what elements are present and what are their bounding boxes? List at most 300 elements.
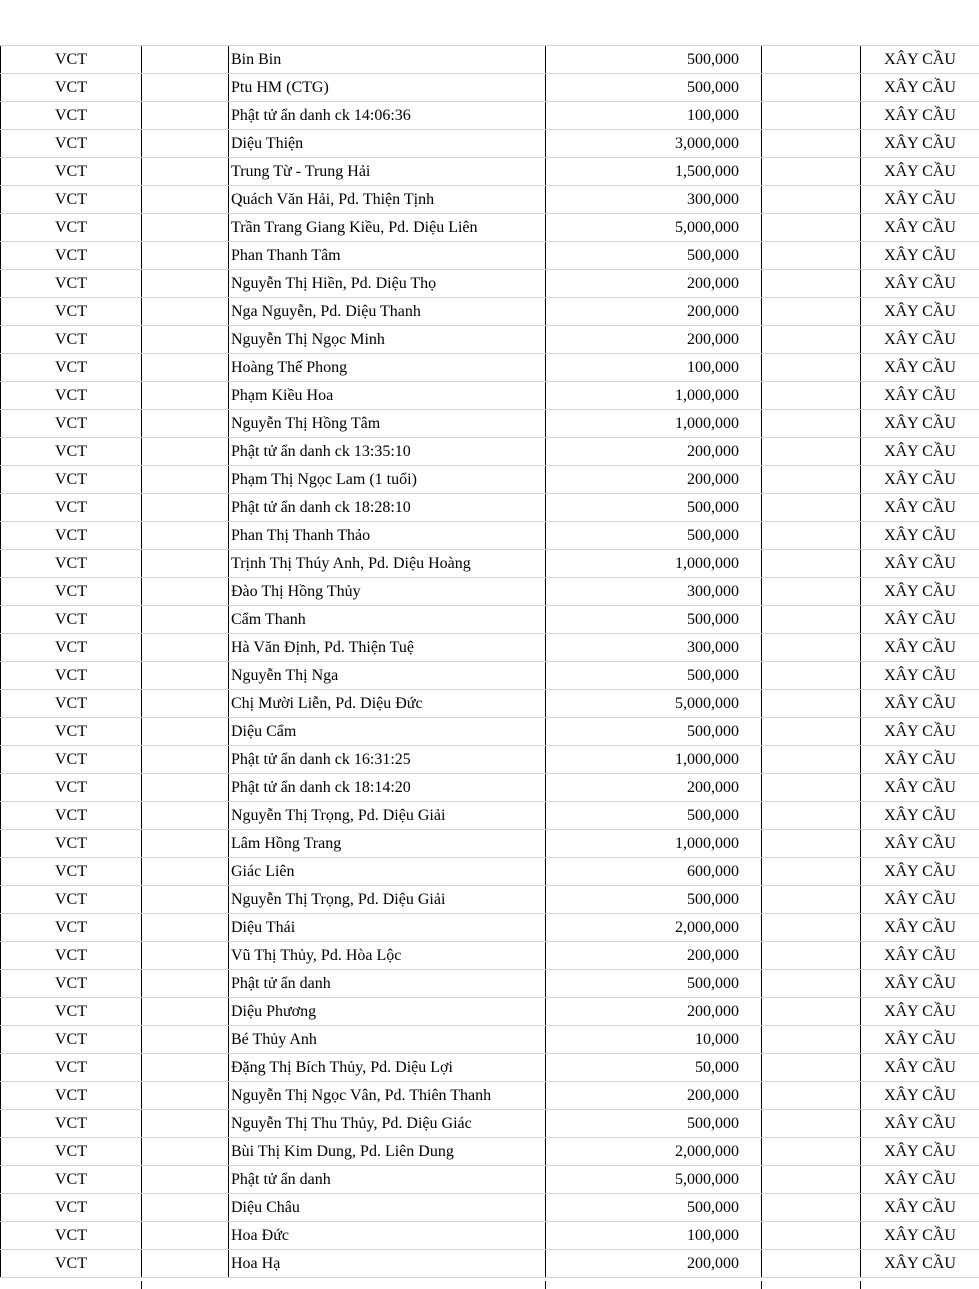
table-row[interactable] (1, 270, 979, 298)
donor-name-cell[interactable]: Phật tử ẩn danh ck 14:06:36 (229, 102, 546, 130)
purpose-cell[interactable]: XÂY CẦU (861, 410, 979, 438)
amount-cell[interactable]: 500,000 (546, 970, 762, 998)
code-cell[interactable]: VCT (1, 1082, 142, 1110)
donor-name-cell[interactable]: Nguyễn Thị Ngọc Minh (229, 326, 546, 354)
table-row[interactable] (1, 410, 979, 438)
code-cell[interactable]: VCT (1, 746, 142, 774)
blank-cell[interactable] (142, 550, 229, 578)
note-cell[interactable] (762, 158, 861, 186)
code-cell[interactable]: VCT (1, 1026, 142, 1054)
code-cell[interactable]: VCT (1, 270, 142, 298)
table-row[interactable] (1, 1082, 979, 1110)
table-row[interactable] (1, 802, 979, 830)
code-cell[interactable]: VCT (1, 466, 142, 494)
donor-name-cell[interactable]: Bin Bin (229, 46, 546, 74)
code-cell[interactable]: VCT (1, 522, 142, 550)
blank-cell[interactable] (142, 186, 229, 214)
blank-cell[interactable] (142, 802, 229, 830)
purpose-cell[interactable]: XÂY CẦU (861, 550, 979, 578)
blank-cell[interactable] (142, 214, 229, 242)
blank-cell[interactable] (142, 690, 229, 718)
table-row[interactable] (1, 354, 979, 382)
note-cell[interactable] (762, 1138, 861, 1166)
donor-name-cell[interactable]: Ptu HM (CTG) (229, 74, 546, 102)
table-row[interactable] (1, 438, 979, 466)
note-cell[interactable] (762, 634, 861, 662)
blank-cell[interactable] (142, 774, 229, 802)
purpose-cell[interactable]: XÂY CẦU (861, 998, 979, 1026)
note-cell[interactable] (762, 1250, 861, 1278)
amount-cell[interactable]: 100,000 (546, 354, 762, 382)
code-cell[interactable]: VCT (1, 1250, 142, 1278)
note-cell[interactable] (762, 1222, 861, 1250)
code-cell[interactable]: VCT (1, 942, 142, 970)
note-cell[interactable] (762, 74, 861, 102)
amount-cell[interactable]: 5,000,000 (546, 690, 762, 718)
note-cell[interactable] (762, 270, 861, 298)
note-cell[interactable] (762, 410, 861, 438)
note-cell[interactable] (762, 326, 861, 354)
donor-name-cell[interactable]: Phật tử ẩn danh ck 16:31:25 (229, 746, 546, 774)
note-cell[interactable] (762, 578, 861, 606)
blank-cell[interactable] (142, 158, 229, 186)
blank-cell[interactable] (142, 382, 229, 410)
blank-cell[interactable] (142, 998, 229, 1026)
amount-cell[interactable]: 2,000,000 (546, 914, 762, 942)
blank-cell[interactable] (142, 270, 229, 298)
blank-cell[interactable] (142, 970, 229, 998)
purpose-cell[interactable]: XÂY CẦU (861, 214, 979, 242)
purpose-cell[interactable]: XÂY CẦU (861, 46, 979, 74)
note-cell[interactable] (762, 438, 861, 466)
table-row[interactable] (1, 858, 979, 886)
note-cell[interactable] (762, 46, 861, 74)
amount-cell[interactable]: 2,000,000 (546, 1138, 762, 1166)
purpose-cell[interactable]: XÂY CẦU (861, 914, 979, 942)
donor-name-cell[interactable]: Trung Từ - Trung Hải (229, 158, 546, 186)
amount-cell[interactable]: 100,000 (546, 1222, 762, 1250)
donor-name-cell[interactable]: Nguyễn Thị Hồng Tâm (229, 410, 546, 438)
donor-name-cell[interactable]: Nguyễn Thị Nga (229, 662, 546, 690)
table-row[interactable] (1, 830, 979, 858)
donor-name-cell[interactable]: Nga Nguyễn, Pd. Diệu Thanh (229, 298, 546, 326)
purpose-cell[interactable]: XÂY CẦU (861, 1194, 979, 1222)
donor-name-cell[interactable]: Diệu Châu (229, 1194, 546, 1222)
purpose-cell[interactable]: XÂY CẦU (861, 186, 979, 214)
donor-name-cell[interactable]: Diệu Cẩm (229, 718, 546, 746)
note-cell[interactable] (762, 130, 861, 158)
purpose-cell[interactable]: XÂY CẦU (861, 774, 979, 802)
donor-name-cell[interactable]: Trần Trang Giang Kiều, Pd. Diệu Liên (229, 214, 546, 242)
donor-name-cell[interactable]: Hoàng Thế Phong (229, 354, 546, 382)
table-row[interactable] (1, 690, 979, 718)
note-cell[interactable] (762, 662, 861, 690)
table-row[interactable] (1, 1026, 979, 1054)
note-cell[interactable] (762, 858, 861, 886)
note-cell[interactable] (762, 102, 861, 130)
purpose-cell[interactable]: XÂY CẦU (861, 354, 979, 382)
purpose-cell[interactable]: XÂY CẦU (861, 662, 979, 690)
donor-name-cell[interactable]: Phật tử ẩn danh ck 18:14:20 (229, 774, 546, 802)
amount-cell[interactable]: 50,000 (546, 1054, 762, 1082)
blank-cell[interactable] (142, 830, 229, 858)
purpose-cell[interactable]: XÂY CẦU (861, 1026, 979, 1054)
amount-cell[interactable]: 500,000 (546, 1194, 762, 1222)
blank-cell[interactable] (142, 438, 229, 466)
donor-name-cell[interactable]: Hoa Đức (229, 1222, 546, 1250)
donor-name-cell[interactable]: Diệu Thái (229, 914, 546, 942)
code-cell[interactable]: VCT (1, 46, 142, 74)
blank-cell[interactable] (142, 634, 229, 662)
purpose-cell[interactable]: XÂY CẦU (861, 634, 979, 662)
code-cell[interactable]: VCT (1, 1194, 142, 1222)
purpose-cell[interactable]: XÂY CẦU (861, 858, 979, 886)
code-cell[interactable]: VCT (1, 1054, 142, 1082)
note-cell[interactable] (762, 494, 861, 522)
amount-cell[interactable]: 500,000 (546, 242, 762, 270)
purpose-cell[interactable]: XÂY CẦU (861, 382, 979, 410)
amount-cell[interactable]: 200,000 (546, 438, 762, 466)
note-cell[interactable] (762, 1082, 861, 1110)
purpose-cell[interactable]: XÂY CẦU (861, 74, 979, 102)
blank-cell[interactable] (142, 102, 229, 130)
amount-cell[interactable]: 500,000 (546, 494, 762, 522)
purpose-cell[interactable]: XÂY CẦU (861, 242, 979, 270)
note-cell[interactable] (762, 354, 861, 382)
donor-name-cell[interactable]: Phật tử ẩn danh ck 13:35:10 (229, 438, 546, 466)
code-cell[interactable]: VCT (1, 578, 142, 606)
table-row[interactable] (1, 1250, 979, 1278)
table-row[interactable] (1, 214, 979, 242)
blank-cell[interactable] (142, 886, 229, 914)
donor-name-cell[interactable]: Phật tử ẩn danh (229, 970, 546, 998)
purpose-cell[interactable]: XÂY CẦU (861, 522, 979, 550)
table-row[interactable] (1, 578, 979, 606)
purpose-cell[interactable]: XÂY CẦU (861, 802, 979, 830)
code-cell[interactable]: VCT (1, 382, 142, 410)
code-cell[interactable]: VCT (1, 326, 142, 354)
table-row[interactable] (1, 914, 979, 942)
table-row[interactable] (1, 1138, 979, 1166)
code-cell[interactable]: VCT (1, 410, 142, 438)
blank-cell[interactable] (142, 522, 229, 550)
blank-cell[interactable] (142, 466, 229, 494)
note-cell[interactable] (762, 970, 861, 998)
code-cell[interactable]: VCT (1, 102, 142, 130)
code-cell[interactable]: VCT (1, 130, 142, 158)
donor-name-cell[interactable]: Nguyễn Thị Ngọc Vân, Pd. Thiên Thanh (229, 1082, 546, 1110)
note-cell[interactable] (762, 550, 861, 578)
table-row[interactable] (1, 1054, 979, 1082)
donor-name-cell[interactable]: Nguyễn Thị Trọng, Pd. Diệu Giải (229, 886, 546, 914)
table-row[interactable] (1, 74, 979, 102)
code-cell[interactable]: VCT (1, 214, 142, 242)
table-row[interactable] (1, 942, 979, 970)
table-row[interactable] (1, 326, 979, 354)
table-row[interactable] (1, 102, 979, 130)
amount-cell[interactable]: 500,000 (546, 662, 762, 690)
purpose-cell[interactable]: XÂY CẦU (861, 326, 979, 354)
note-cell[interactable] (762, 802, 861, 830)
blank-cell[interactable] (142, 914, 229, 942)
table-row[interactable] (1, 186, 979, 214)
donor-name-cell[interactable]: Nguyễn Thị Trọng, Pd. Diệu Giải (229, 802, 546, 830)
code-cell[interactable]: VCT (1, 158, 142, 186)
code-cell[interactable]: VCT (1, 998, 142, 1026)
code-cell[interactable]: VCT (1, 718, 142, 746)
table-row[interactable] (1, 242, 979, 270)
table-row[interactable] (1, 970, 979, 998)
table-row[interactable] (1, 130, 979, 158)
purpose-cell[interactable]: XÂY CẦU (861, 718, 979, 746)
blank-cell[interactable] (142, 46, 229, 74)
table-row[interactable] (1, 494, 979, 522)
purpose-cell[interactable]: XÂY CẦU (861, 1110, 979, 1138)
table-row[interactable] (1, 718, 979, 746)
code-cell[interactable]: VCT (1, 858, 142, 886)
table-row[interactable] (1, 1194, 979, 1222)
note-cell[interactable] (762, 1110, 861, 1138)
donor-name-cell[interactable]: Quách Văn Hải, Pd. Thiện Tịnh (229, 186, 546, 214)
blank-cell[interactable] (142, 1194, 229, 1222)
note-cell[interactable] (762, 214, 861, 242)
amount-cell[interactable]: 500,000 (546, 886, 762, 914)
purpose-cell[interactable]: XÂY CẦU (861, 130, 979, 158)
note-cell[interactable] (762, 186, 861, 214)
amount-cell[interactable]: 600,000 (546, 858, 762, 886)
code-cell[interactable]: VCT (1, 634, 142, 662)
amount-cell[interactable]: 1,000,000 (546, 410, 762, 438)
note-cell[interactable] (762, 942, 861, 970)
amount-cell[interactable]: 1,500,000 (546, 158, 762, 186)
donor-name-cell[interactable]: Nguyễn Thị Hiền, Pd. Diệu Thọ (229, 270, 546, 298)
purpose-cell[interactable]: XÂY CẦU (861, 298, 979, 326)
code-cell[interactable]: VCT (1, 298, 142, 326)
purpose-cell[interactable]: XÂY CẦU (861, 578, 979, 606)
note-cell[interactable] (762, 298, 861, 326)
table-row[interactable] (1, 1166, 979, 1194)
donor-name-cell[interactable]: Diệu Thiện (229, 130, 546, 158)
donor-name-cell[interactable]: Chị Mười Liễn, Pd. Diệu Đức (229, 690, 546, 718)
amount-cell[interactable]: 1,000,000 (546, 550, 762, 578)
amount-cell[interactable]: 200,000 (546, 298, 762, 326)
blank-cell[interactable] (142, 942, 229, 970)
purpose-cell[interactable]: XÂY CẦU (861, 830, 979, 858)
code-cell[interactable]: VCT (1, 774, 142, 802)
blank-cell[interactable] (142, 606, 229, 634)
amount-cell[interactable]: 300,000 (546, 578, 762, 606)
blank-cell[interactable] (142, 1054, 229, 1082)
table-row[interactable] (1, 466, 979, 494)
code-cell[interactable]: VCT (1, 242, 142, 270)
donor-name-cell[interactable]: Hoa Hạ (229, 1250, 546, 1278)
code-cell[interactable]: VCT (1, 886, 142, 914)
note-cell[interactable] (762, 914, 861, 942)
blank-cell[interactable] (142, 298, 229, 326)
blank-cell[interactable] (142, 718, 229, 746)
table-row[interactable] (1, 46, 979, 74)
amount-cell[interactable]: 200,000 (546, 466, 762, 494)
table-row[interactable] (1, 606, 979, 634)
blank-cell[interactable] (142, 1026, 229, 1054)
amount-cell[interactable]: 500,000 (546, 802, 762, 830)
code-cell[interactable]: VCT (1, 438, 142, 466)
amount-cell[interactable]: 5,000,000 (546, 1166, 762, 1194)
blank-cell[interactable] (142, 746, 229, 774)
amount-cell[interactable]: 1,000,000 (546, 746, 762, 774)
purpose-cell[interactable]: XÂY CẦU (861, 494, 979, 522)
amount-cell[interactable]: 500,000 (546, 46, 762, 74)
donor-name-cell[interactable]: Phan Thanh Tâm (229, 242, 546, 270)
blank-cell[interactable] (142, 1222, 229, 1250)
code-cell[interactable]: VCT (1, 970, 142, 998)
code-cell[interactable]: VCT (1, 1166, 142, 1194)
table-row[interactable] (1, 746, 979, 774)
purpose-cell[interactable]: XÂY CẦU (861, 970, 979, 998)
amount-cell[interactable]: 200,000 (546, 326, 762, 354)
donor-name-cell[interactable]: Giác Liên (229, 858, 546, 886)
donor-name-cell[interactable]: Nguyễn Thị Thu Thủy, Pd. Diệu Giác (229, 1110, 546, 1138)
note-cell[interactable] (762, 690, 861, 718)
purpose-cell[interactable]: XÂY CẦU (861, 1054, 979, 1082)
blank-cell[interactable] (142, 326, 229, 354)
purpose-cell[interactable]: XÂY CẦU (861, 1166, 979, 1194)
amount-cell[interactable]: 200,000 (546, 1082, 762, 1110)
table-row[interactable] (1, 550, 979, 578)
blank-cell[interactable] (142, 578, 229, 606)
blank-cell[interactable] (142, 1166, 229, 1194)
amount-cell[interactable]: 200,000 (546, 774, 762, 802)
amount-cell[interactable]: 500,000 (546, 606, 762, 634)
amount-cell[interactable]: 3,000,000 (546, 130, 762, 158)
table-row[interactable] (1, 1222, 979, 1250)
purpose-cell[interactable]: XÂY CẦU (861, 1082, 979, 1110)
table-row[interactable] (1, 662, 979, 690)
table-row[interactable] (1, 886, 979, 914)
note-cell[interactable] (762, 998, 861, 1026)
code-cell[interactable]: VCT (1, 74, 142, 102)
purpose-cell[interactable]: XÂY CẦU (861, 690, 979, 718)
blank-cell[interactable] (142, 494, 229, 522)
blank-cell[interactable] (142, 354, 229, 382)
note-cell[interactable] (762, 746, 861, 774)
amount-cell[interactable]: 200,000 (546, 942, 762, 970)
note-cell[interactable] (762, 1194, 861, 1222)
note-cell[interactable] (762, 606, 861, 634)
table-row[interactable] (1, 298, 979, 326)
blank-cell[interactable] (142, 1138, 229, 1166)
amount-cell[interactable]: 500,000 (546, 718, 762, 746)
note-cell[interactable] (762, 774, 861, 802)
table-row[interactable] (1, 382, 979, 410)
note-cell[interactable] (762, 830, 861, 858)
code-cell[interactable]: VCT (1, 354, 142, 382)
code-cell[interactable]: VCT (1, 1222, 142, 1250)
donor-name-cell[interactable]: Diệu Phương (229, 998, 546, 1026)
amount-cell[interactable]: 200,000 (546, 270, 762, 298)
blank-cell[interactable] (142, 1250, 229, 1278)
code-cell[interactable]: VCT (1, 550, 142, 578)
donor-name-cell[interactable]: Trịnh Thị Thúy Anh, Pd. Diệu Hoàng (229, 550, 546, 578)
table-row[interactable] (1, 522, 979, 550)
code-cell[interactable]: VCT (1, 606, 142, 634)
amount-cell[interactable]: 300,000 (546, 634, 762, 662)
purpose-cell[interactable]: XÂY CẦU (861, 438, 979, 466)
purpose-cell[interactable]: XÂY CẦU (861, 606, 979, 634)
purpose-cell[interactable]: XÂY CẦU (861, 886, 979, 914)
table-row[interactable] (1, 774, 979, 802)
donor-name-cell[interactable]: Hà Văn Định, Pd. Thiện Tuệ (229, 634, 546, 662)
amount-cell[interactable]: 100,000 (546, 102, 762, 130)
table-row[interactable] (1, 634, 979, 662)
code-cell[interactable]: VCT (1, 830, 142, 858)
note-cell[interactable] (762, 1166, 861, 1194)
amount-cell[interactable]: 200,000 (546, 998, 762, 1026)
amount-cell[interactable]: 200,000 (546, 1250, 762, 1278)
code-cell[interactable]: VCT (1, 186, 142, 214)
donor-name-cell[interactable]: Lâm Hồng Trang (229, 830, 546, 858)
amount-cell[interactable]: 500,000 (546, 522, 762, 550)
code-cell[interactable]: VCT (1, 662, 142, 690)
blank-cell[interactable] (142, 242, 229, 270)
amount-cell[interactable]: 5,000,000 (546, 214, 762, 242)
purpose-cell[interactable]: XÂY CẦU (861, 1222, 979, 1250)
purpose-cell[interactable]: XÂY CẦU (861, 158, 979, 186)
purpose-cell[interactable]: XÂY CẦU (861, 942, 979, 970)
donor-name-cell[interactable]: Bé Thủy Anh (229, 1026, 546, 1054)
blank-cell[interactable] (142, 130, 229, 158)
donor-name-cell[interactable]: Phật tử ẩn danh (229, 1166, 546, 1194)
note-cell[interactable] (762, 1054, 861, 1082)
code-cell[interactable]: VCT (1, 1138, 142, 1166)
donor-name-cell[interactable]: Phan Thị Thanh Thảo (229, 522, 546, 550)
note-cell[interactable] (762, 718, 861, 746)
code-cell[interactable]: VCT (1, 802, 142, 830)
amount-cell[interactable]: 500,000 (546, 1110, 762, 1138)
purpose-cell[interactable]: XÂY CẦU (861, 102, 979, 130)
note-cell[interactable] (762, 1026, 861, 1054)
donor-name-cell[interactable]: Vũ Thị Thủy, Pd. Hòa Lộc (229, 942, 546, 970)
donor-name-cell[interactable]: Phạm Thị Ngọc Lam (1 tuổi) (229, 466, 546, 494)
purpose-cell[interactable]: XÂY CẦU (861, 1138, 979, 1166)
blank-cell[interactable] (142, 410, 229, 438)
amount-cell[interactable]: 1,000,000 (546, 830, 762, 858)
donor-name-cell[interactable]: Phạm Kiều Hoa (229, 382, 546, 410)
amount-cell[interactable]: 500,000 (546, 74, 762, 102)
code-cell[interactable]: VCT (1, 494, 142, 522)
note-cell[interactable] (762, 522, 861, 550)
blank-cell[interactable] (142, 74, 229, 102)
donor-name-cell[interactable]: Bùi Thị Kim Dung, Pd. Liên Dung (229, 1138, 546, 1166)
blank-cell[interactable] (142, 1082, 229, 1110)
purpose-cell[interactable]: XÂY CẦU (861, 270, 979, 298)
note-cell[interactable] (762, 466, 861, 494)
purpose-cell[interactable]: XÂY CẦU (861, 466, 979, 494)
donor-name-cell[interactable]: Đào Thị Hồng Thủy (229, 578, 546, 606)
purpose-cell[interactable]: XÂY CẦU (861, 1250, 979, 1278)
purpose-cell[interactable]: XÂY CẦU (861, 746, 979, 774)
blank-cell[interactable] (142, 858, 229, 886)
amount-cell[interactable]: 10,000 (546, 1026, 762, 1054)
table-row[interactable] (1, 1110, 979, 1138)
donor-name-cell[interactable]: Đặng Thị Bích Thủy, Pd. Diệu Lợi (229, 1054, 546, 1082)
blank-cell[interactable] (142, 662, 229, 690)
code-cell[interactable]: VCT (1, 1110, 142, 1138)
table-row[interactable] (1, 158, 979, 186)
code-cell[interactable]: VCT (1, 914, 142, 942)
amount-cell[interactable]: 1,000,000 (546, 382, 762, 410)
blank-cell[interactable] (142, 1110, 229, 1138)
